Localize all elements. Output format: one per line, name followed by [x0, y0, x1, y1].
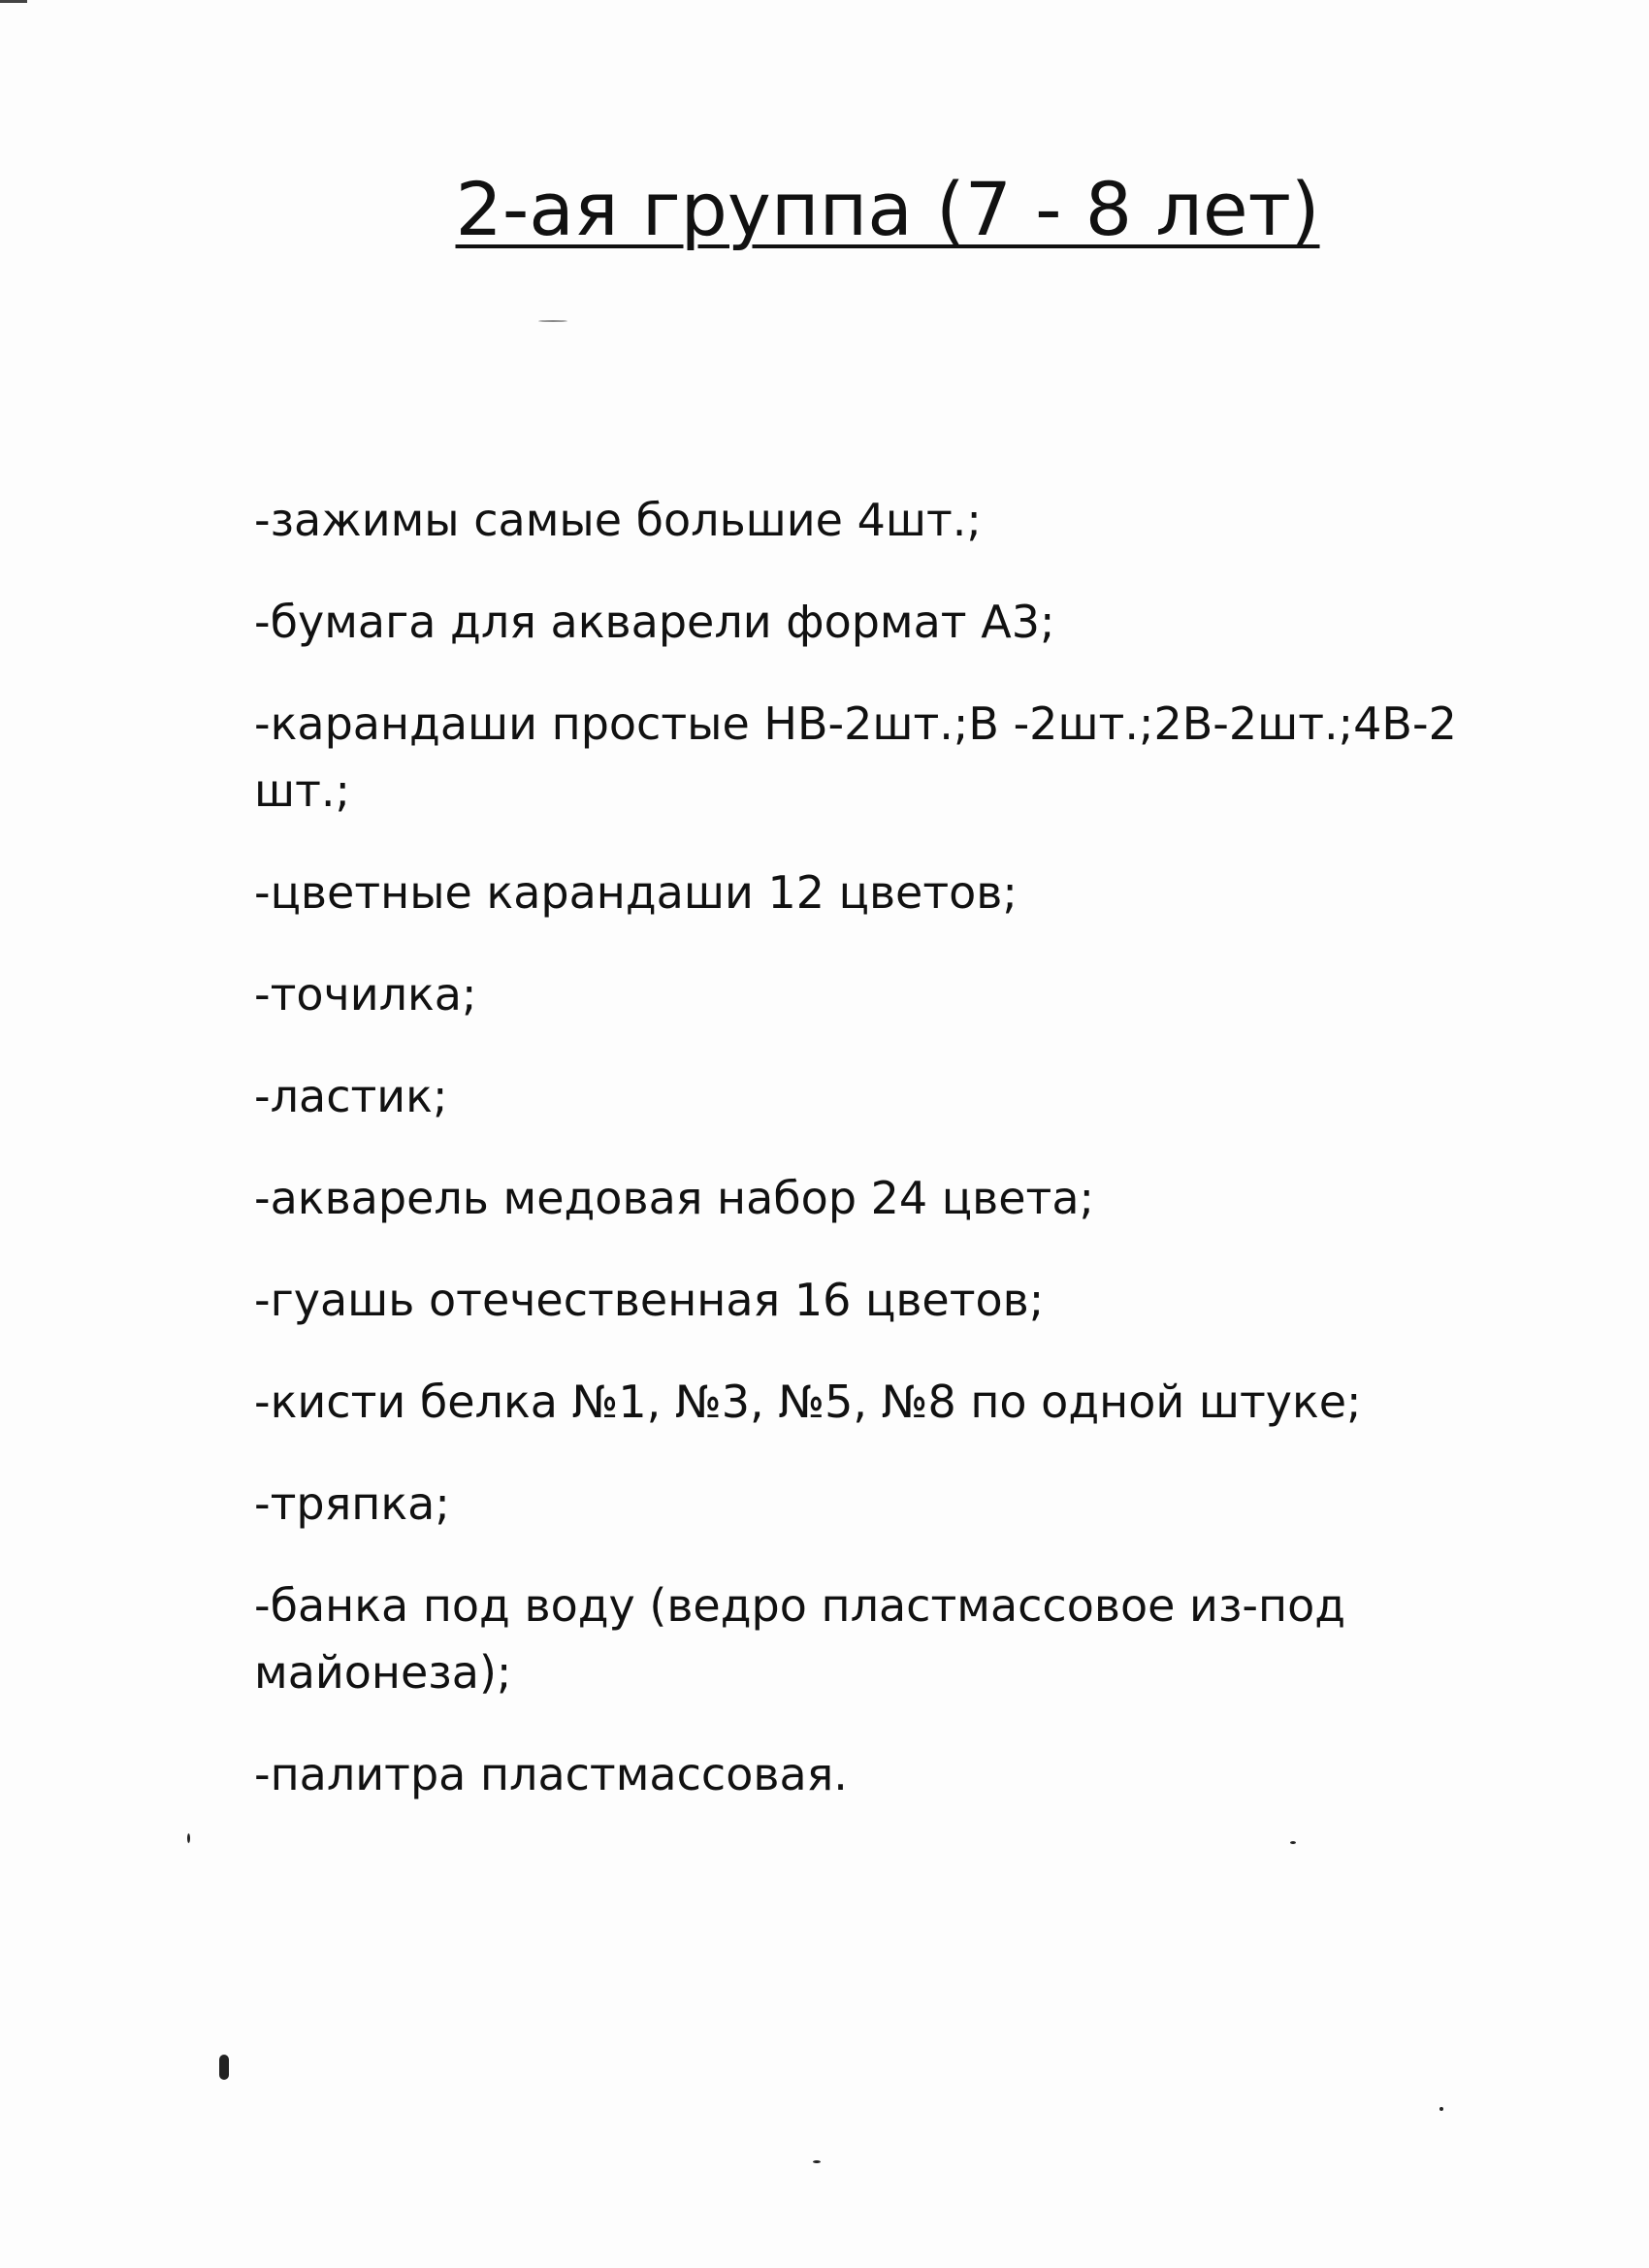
list-item: -бумага для акварели формат А3; [254, 596, 1055, 648]
scan-speck [1290, 1841, 1296, 1844]
scan-speck [813, 2160, 821, 2163]
document-title: 2-ая группа (7 - 8 лет) [455, 166, 1320, 252]
list-item: -карандаши простые НВ-2шт.;В -2шт.;2В-2шт.;4В-2 шт.; [254, 697, 1457, 817]
list-item: -акварель медовая набор 24 цвета; [254, 1172, 1095, 1224]
scan-speck [538, 320, 567, 322]
list-item: -зажимы самые большие 4шт.; [254, 494, 982, 546]
scan-speck [187, 1833, 190, 1843]
list-item: -точилка; [254, 968, 477, 1021]
list-item: -кисти белка №1, №3, №5, №8 по одной штуке; [254, 1376, 1362, 1428]
list-item: -тряпка; [254, 1477, 450, 1530]
list-item: -гуашь отечественная 16 цветов; [254, 1274, 1045, 1326]
supply-list [254, 487, 1535, 1843]
scan-speck [219, 2055, 229, 2080]
list-item: -цветные карандаши 12 цветов; [254, 866, 1018, 919]
list-item: -банка под воду (ведро пластмассовое из-под майонеза); [254, 1579, 1346, 1699]
scan-speck [0, 0, 27, 3]
scan-speck [1439, 2107, 1443, 2111]
list-item: -палитра пластмассовая. [254, 1748, 848, 1800]
list-item: -ластик; [254, 1070, 448, 1122]
